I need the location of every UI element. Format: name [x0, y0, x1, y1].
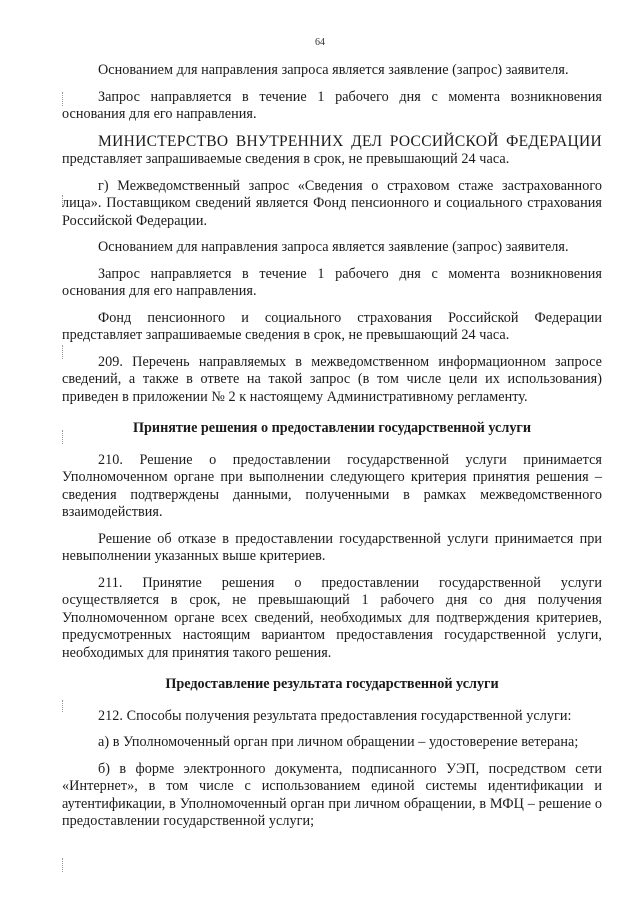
section-heading: Принятие решения о предоставлении государственной услуги: [132, 420, 532, 436]
paragraph: 212. Способы получения результата предоставления государственной услуги:: [98, 707, 572, 724]
paragraph: Решение об отказе в предоставлении государственной услуги принимается при невыполнении указанных выше критериев.: [62, 530, 602, 564]
paragraph: 210. Решение о предоставлении государственной услуги принимается Уполномоченном органе при выполнении следующего критерия принятия решения – сведения подтверждены данными, полученными в рамках межведомственного взаимодействия.: [62, 451, 602, 520]
paragraph: б) в форме электронного документа, подписанного УЭП, посредством сети «Интернет», в том числе с использованием единой системы идентификации и аутентификации, в Уполномоченный орган при личном обращении, в МФЦ – решение о предоставлении государственной услуги;: [62, 760, 602, 829]
paragraph: г) Межведомственный запрос «Сведения о страховом стаже застрахованного лица». Поставщиком сведений является Фонд пенсионного и социального страхования Российской Федерации.: [62, 177, 602, 229]
page-number: 64: [315, 37, 325, 48]
ministry-name: МИНИСТЕРСТВО ВНУТРЕННИХ ДЕЛ РОССИЙСКОЙ ФЕДЕРАЦИИ: [98, 132, 602, 150]
section-heading: Предоставление результата государственной услуги: [165, 676, 499, 692]
paragraph-ministry: [62, 133, 602, 169]
paragraph: Запрос направляется в течение 1 рабочего дня с момента возникновения основания для его направления.: [62, 265, 602, 299]
paragraph: 211. Принятие решения о предоставлении государственной услуги осуществляется в срок, не превышающий 1 рабочего дня со дня получения Уполномоченном органе всех сведений, необходимых для подтверждения критериев, предусмотренных настоящим вариантом предоставления государственной услуги, необходимых для принятия такого решения.: [62, 574, 602, 661]
margin-mark: [62, 858, 64, 872]
paragraph: Запрос направляется в течение 1 рабочего дня с момента возникновения основания для его направления.: [62, 88, 602, 122]
paragraph: Основанием для направления запроса является заявление (запрос) заявителя.: [98, 62, 569, 78]
paragraph: Основанием для направления запроса является заявление (запрос) заявителя.: [98, 239, 569, 255]
paragraph: 209. Перечень направляемых в межведомственном информационном запросе сведений, а также в ответе на такой запрос (в том числе цели их использования) приведен в приложении № 2 к настоящему Административному регламенту.: [62, 353, 602, 405]
ministry-text: представляет запрашиваемые сведения в срок, не превышающий 24 часа.: [62, 151, 510, 167]
paragraph: Фонд пенсионного и социального страхования Российской Федерации представляет запрашиваемые сведения в срок, не превышающий 24 часа.: [62, 309, 602, 343]
document-body: [62, 62, 602, 840]
paragraph: а) в Уполномоченный орган при личном обращении – удостоверение ветерана;: [98, 734, 579, 750]
